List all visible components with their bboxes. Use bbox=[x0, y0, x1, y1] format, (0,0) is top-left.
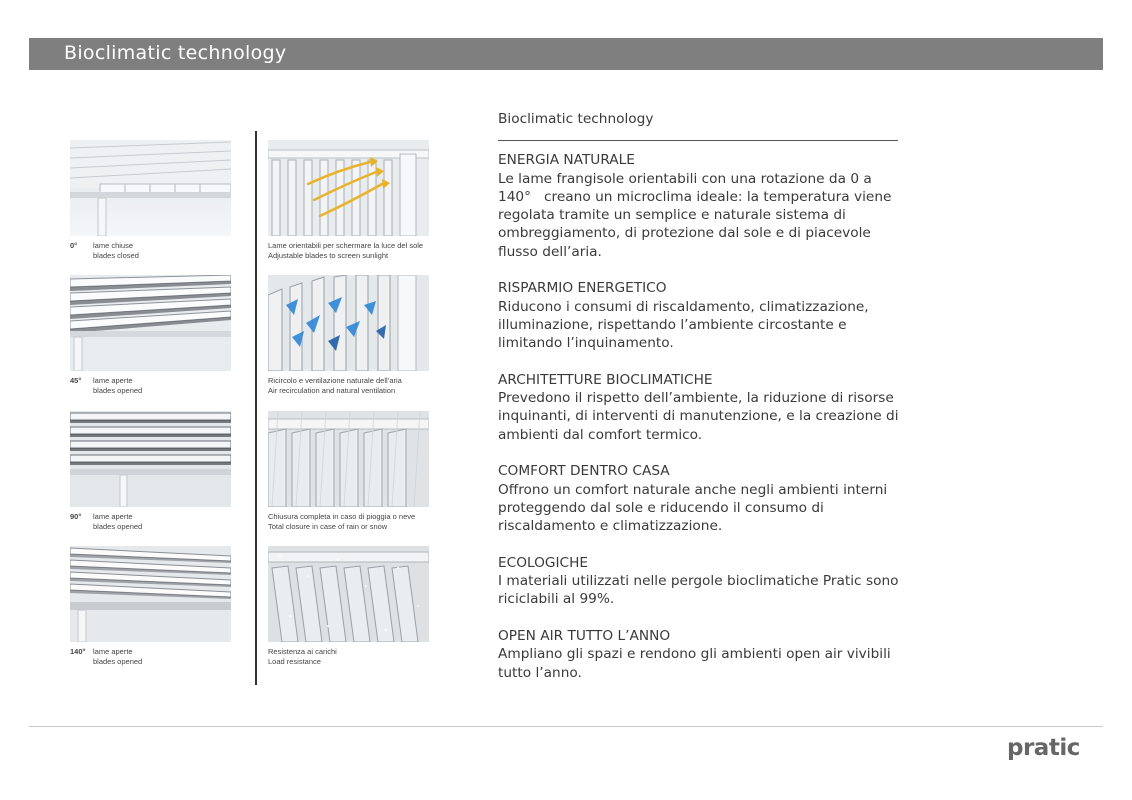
caption-degree: 45° bbox=[70, 376, 82, 385]
caption-degree: 140° bbox=[70, 647, 86, 656]
section-line: Riducono i consumi di riscaldamento, climatizzazione, bbox=[498, 298, 869, 315]
caption-line2: Adjustable blades to screen sunlight bbox=[268, 251, 389, 260]
section-heading: OPEN AIR TUTTO L’ANNO bbox=[498, 628, 671, 645]
caption-line2: blades opened bbox=[93, 386, 143, 395]
load-resistance-image bbox=[268, 546, 429, 642]
section-line: riscaldamento e climatizzazione. bbox=[498, 518, 723, 535]
caption-lines bbox=[268, 512, 415, 532]
caption-lines bbox=[93, 647, 142, 667]
section-line: illuminazione, rispettando l’ambiente circostante e bbox=[498, 316, 847, 333]
pergola-blades-90-image bbox=[70, 411, 231, 507]
section-energia-naturale bbox=[498, 151, 918, 261]
caption-degree: 90° bbox=[70, 512, 82, 521]
header-bar bbox=[29, 38, 1103, 70]
ventilation-image bbox=[268, 275, 429, 371]
caption-line2: Total closure in case of rain or snow bbox=[268, 522, 388, 531]
section-line: ombreggiamento, di protezione dal sole e di piacevole bbox=[498, 225, 871, 242]
pergola-blades-140-image bbox=[70, 546, 231, 642]
text-column bbox=[498, 110, 918, 700]
caption-line2: blades opened bbox=[93, 657, 143, 666]
section-heading: ARCHITETTURE BIOCLIMATICHE bbox=[498, 371, 713, 388]
caption-line2: blades closed bbox=[93, 251, 139, 260]
section-line: Le lame frangisole orientabili con una rotazione da 0 a bbox=[498, 170, 872, 187]
section-line: Ampliano gli spazi e rendono gli ambienti open air vivibili bbox=[498, 646, 891, 663]
pergola-blades-45-image bbox=[70, 275, 231, 371]
section-line: proteggendo dal sole e riducendo il consumo di bbox=[498, 499, 824, 516]
section-line: limitando l’inquinamento. bbox=[498, 335, 674, 352]
caption-lines bbox=[268, 647, 337, 667]
section-line: 140° creano un microclima ideale: la temperatura viene bbox=[498, 188, 892, 205]
caption-degree: 0° bbox=[70, 241, 78, 250]
caption-line2: Load resistance bbox=[268, 657, 321, 666]
caption-line1: lame aperte bbox=[93, 647, 133, 656]
section-ecologiche bbox=[498, 554, 918, 609]
section-line: Prevedono il rispetto dell’ambiente, la riduzione di risorse bbox=[498, 390, 894, 407]
section-heading: COMFORT DENTRO CASA bbox=[498, 463, 670, 480]
caption-line1: Lame orientabili per schermare la luce del sole bbox=[268, 241, 424, 250]
section-heading: ENERGIA NATURALE bbox=[498, 152, 635, 169]
caption-lines bbox=[93, 241, 139, 261]
section-line: ambienti dal comfort termico. bbox=[498, 426, 703, 443]
caption-line1: Chiusura completa in caso di pioggia o neve bbox=[268, 512, 416, 521]
caption-lines bbox=[93, 512, 142, 532]
section-open-air bbox=[498, 627, 918, 682]
section-architetture-bioclimatiche bbox=[498, 371, 918, 444]
caption-line1: lame aperte bbox=[93, 512, 133, 521]
caption-line1: lame chiuse bbox=[93, 241, 134, 250]
caption-line1: lame aperte bbox=[93, 376, 133, 385]
column-divider bbox=[255, 131, 257, 685]
section-heading: RISPARMIO ENERGETICO bbox=[498, 280, 667, 297]
section-line: flusso dell’aria. bbox=[498, 243, 602, 260]
section-line: tutto l’anno. bbox=[498, 664, 582, 681]
sunlight-screening-image bbox=[268, 140, 429, 236]
caption-lines bbox=[93, 376, 142, 396]
pratic-logo: pratic bbox=[1007, 735, 1080, 761]
section-line: riciclabili al 99%. bbox=[498, 591, 615, 608]
caption-line1: Ricircolo e ventilazione naturale dell’aria bbox=[268, 376, 402, 385]
caption-lines bbox=[268, 241, 423, 261]
page-title: Bioclimatic technology bbox=[64, 42, 287, 64]
pergola-blades-closed-image bbox=[70, 140, 231, 236]
caption-line2: blades opened bbox=[93, 522, 143, 531]
section-comfort-dentro-casa bbox=[498, 462, 918, 535]
section-line: I materiali utilizzati nelle pergole bioclimatiche Pratic sono bbox=[498, 573, 899, 590]
section-line: Offrono un comfort naturale anche negli ambienti interni bbox=[498, 481, 888, 498]
caption-line2: Air recirculation and natural ventilation bbox=[268, 386, 396, 395]
section-risparmio-energetico bbox=[498, 279, 918, 352]
rain-closure-image bbox=[268, 411, 429, 507]
title-divider bbox=[498, 140, 898, 141]
section-heading: ECOLOGICHE bbox=[498, 554, 589, 571]
footer-divider bbox=[29, 726, 1103, 727]
content-title: Bioclimatic technology bbox=[498, 111, 654, 127]
section-line: regolata tramite un semplice e naturale sistema di bbox=[498, 207, 846, 224]
caption-line1: Resistenza ai carichi bbox=[268, 647, 337, 656]
section-line: inquinanti, di interventi di manutenzione, e la creazione di bbox=[498, 408, 899, 425]
caption-lines bbox=[268, 376, 402, 396]
